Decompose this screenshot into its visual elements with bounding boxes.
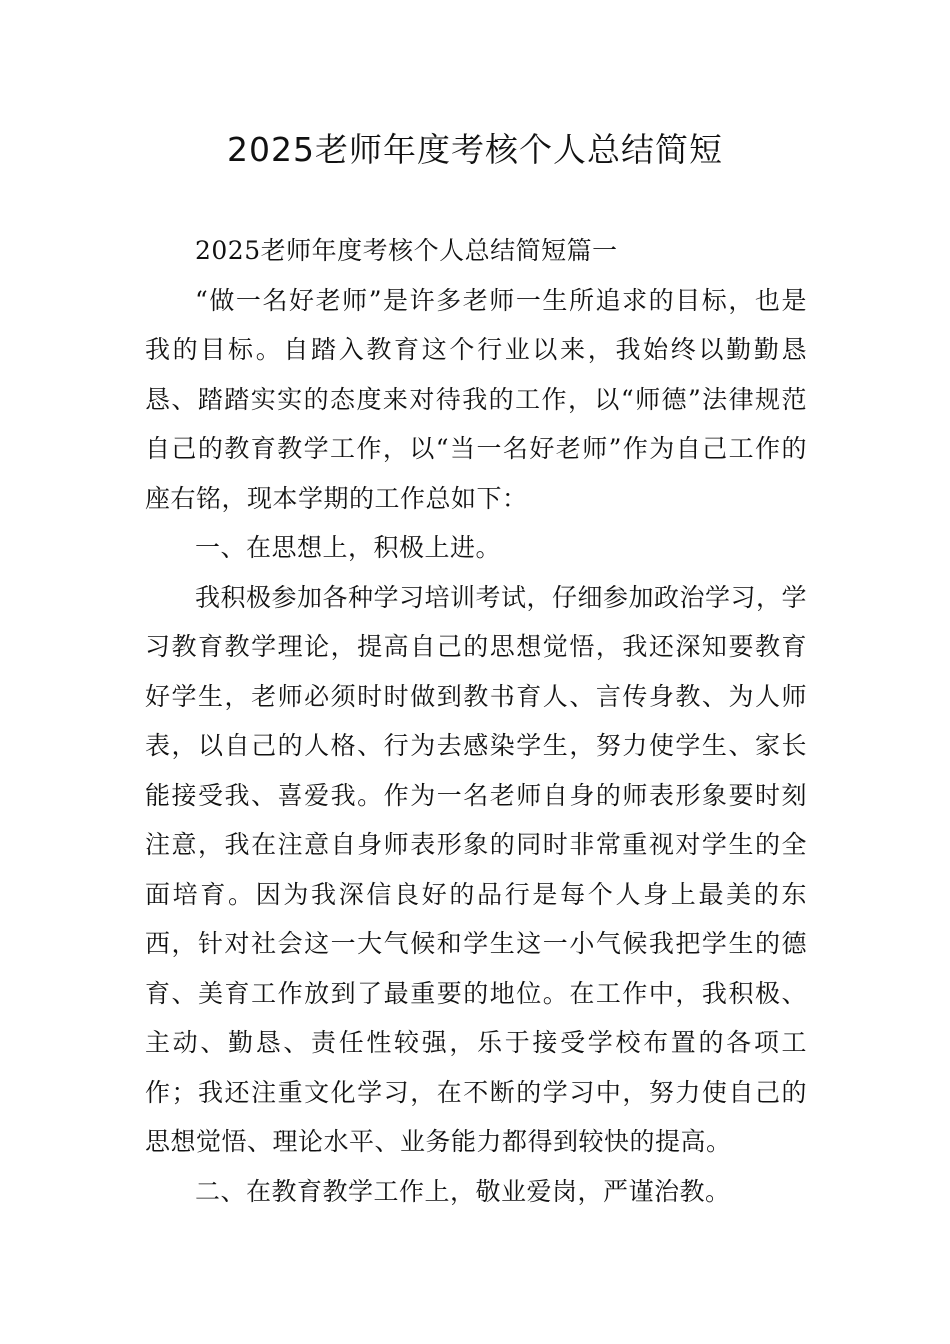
section-heading-teaching: 二、在教育教学工作上，敬业爱岗，严谨治教。	[195, 1176, 731, 1206]
section-heading-thought: 一、在思想上，积极上进。	[195, 533, 502, 562]
document-title: 2025老师年度考核个人总结简短	[227, 130, 723, 169]
section-heading-part-one: 2025老师年度考核个人总结简短篇一	[195, 236, 618, 265]
intro-paragraph: “做一名好老师”是许多老师一生所追求的目标，也是我的目标。自踏入教育这个行业以来，我始终以勤勤恳恳、踏踏实实的态度来对待我的工作，以“师德”法律规范自己的教育教学工作，以“当一名好老师”作为自己工作的座右铭，现本学期的工作总如下：	[145, 285, 807, 513]
thought-paragraph: 我积极参加各种学习培训考试，仔细参加政治学习，学习教育教学理论，提高自己的思想觉悟，我还深知要教育好学生，老师必须时时做到教书育人、言传身教、为人师表，以自己的人格、行为去感染学生，努力使学生、家长能接受我、喜爱我。作为一名老师自身的师表形象要时刻注意，我在注意自身师表形象的同时非常重视对学生的全面培育。因为我深信良好的品行是每个人身上最美的东西，针对社会这一大气候和学生这一小气候我把学生的德育、美育工作放到了最重要的地位。在工作中，我积极、主动、勤恳、责任性较强，乐于接受学校布置的各项工作；我还注重文化学习，在不断的学习中，努力使自己的思想觉悟、理论水平、业务能力都得到较快的提高。	[145, 582, 808, 1156]
document-body	[145, 226, 807, 1216]
